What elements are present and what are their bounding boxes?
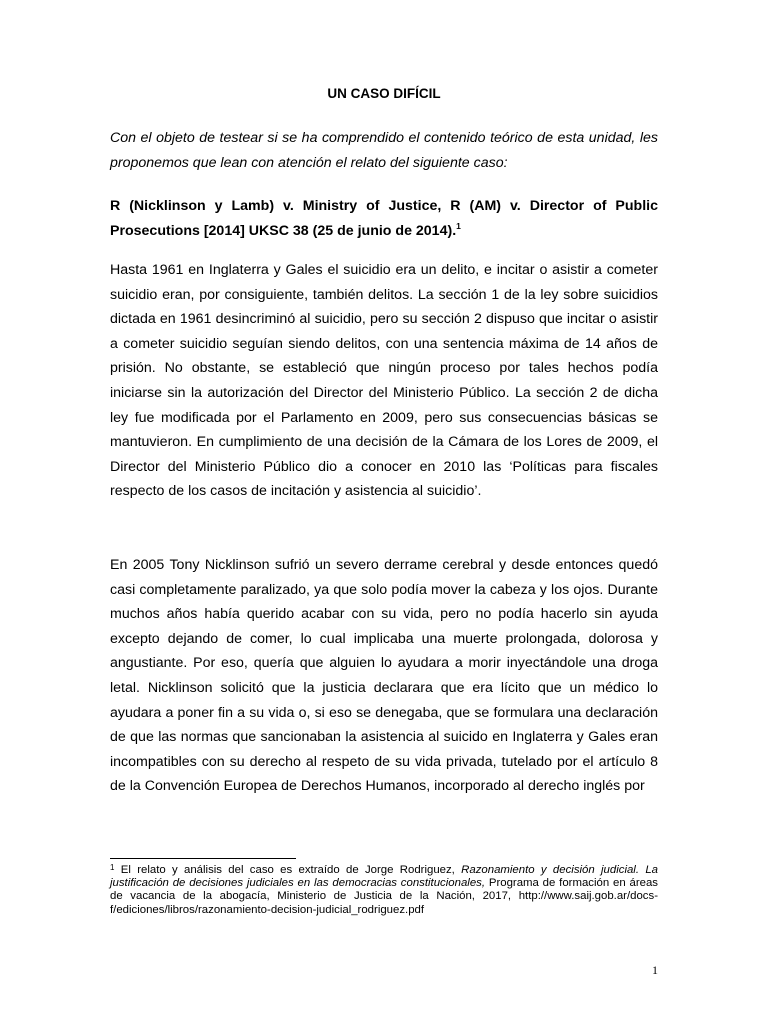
body-paragraph: En 2005 Tony Nicklinson sufrió un severo derrame cerebral y desde entonces quedó casi completamente paralizado, ya que solo podía mover la cabeza y los ojos. Durante muchos años había querido acabar con su vida, pero no podía hacerlo sin ayuda excepto dejando de comer, lo cual implicaba una muerte prolongada, dolorosa y angustiante. Por eso, quería que alguien lo ayudara a morir inyectándole una droga letal. Nicklinson solicitó que la justicia declarara que era lícito que un médico lo ayudara a poner fin a su vida o, si eso se denegaba, que se formulara una declaración de que las normas que sancionaban la asistencia al suicido en Inglaterra y Gales eran incompatibles con su derecho al respeto de su vida privada, tutelado por el artículo 8 de la Convención Europea de Derechos Humanos, incorporado al derecho inglés por bbox=[110, 557, 658, 795]
page-number: 1 bbox=[652, 963, 658, 977]
footnote bbox=[110, 864, 658, 917]
footnote-separator bbox=[110, 858, 296, 859]
footnote-reference[interactable]: 1 bbox=[456, 220, 461, 231]
intro-paragraph: Con el objeto de testear si se ha comprendido el contenido teórico de esta unidad, les proponemos que lean con atención el relato del siguiente caso: bbox=[110, 130, 658, 171]
body-paragraph: Hasta 1961 en Inglaterra y Gales el suicidio era un delito, e incitar o asistir a cometer suicidio eran, por consiguiente, también delitos. La sección 1 de la ley sobre suicidios dictada en 1961 desincriminó al suicidio, pero su sección 2 dispuso que incitar o asistir a cometer suicidio seguían siendo delitos, con una sentencia máxima de 14 años de prisión. No obstante, se estableció que ningún proceso por tales hechos podía iniciarse sin la autorización del Director del Ministerio Público. La sección 2 de dicha ley fue modificada por el Parlamento en 2009, pero sus consecuencias básicas se mantuvieron. En cumplimiento de una decisión de la Cámara de los Lores de 2009, el Director del Ministerio Público dio a conocer en 2010 las ‘Políticas para fiscales respecto de los casos de incitación y asistencia al suicidio’. bbox=[110, 262, 658, 500]
document-page bbox=[110, 0, 658, 1024]
footnote-text-after: Programa de formación en áreas de vacancia de la abogacía, Ministerio de Justicia de la Nación, 2017, http://www.saij.gob.ar/docs-f/ediciones/libros/razonamiento-decision-judicial_rodriguez.pdf bbox=[110, 877, 658, 916]
footnote-mark: 1 bbox=[110, 863, 115, 872]
footnote-book-title: Razonamiento y decisión judicial. La justificación de decisiones judiciales en las democracias constitucionales, bbox=[110, 864, 658, 890]
case-heading-text: R (Nicklinson y Lamb) v. Ministry of Justice, R (AM) v. Director of Public Prosecutions [2014] UKSC 38 (25 de junio de 2014). bbox=[110, 198, 658, 239]
case-heading bbox=[110, 194, 658, 243]
footnote-text-before: El relato y análisis del caso es extraído de Jorge Rodriguez, bbox=[114, 864, 462, 876]
page-title: UN CASO DIFÍCIL bbox=[327, 86, 441, 101]
